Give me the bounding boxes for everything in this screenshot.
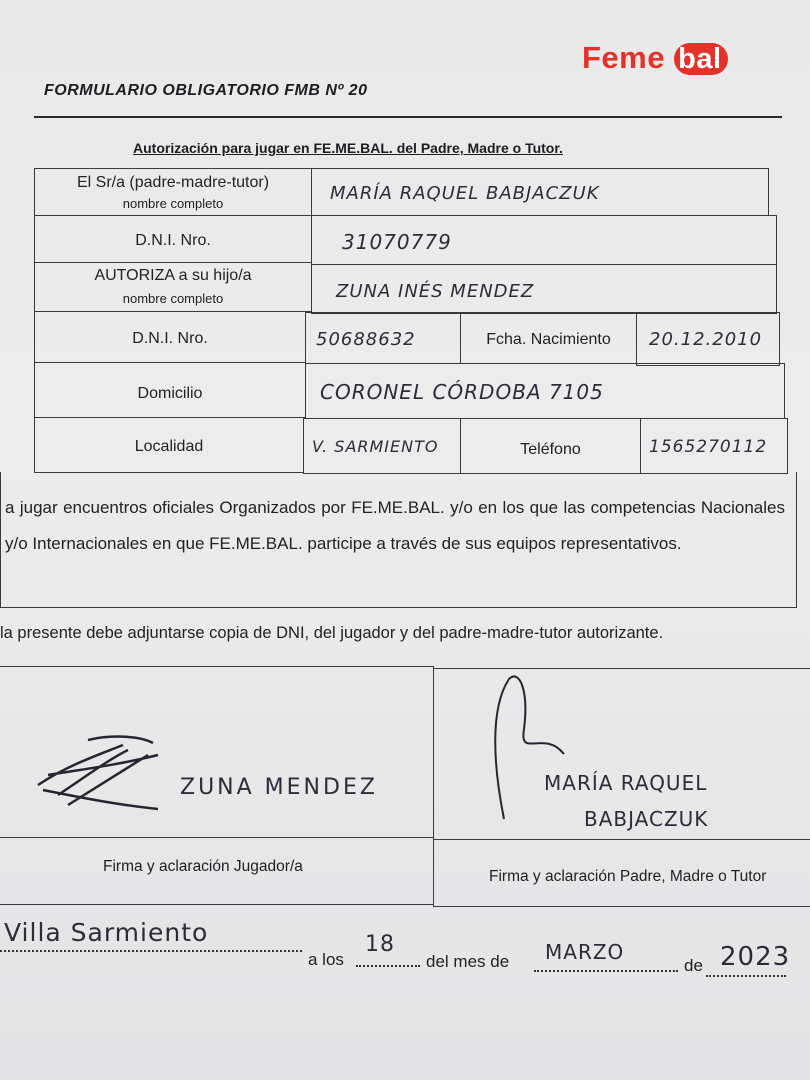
dni-value-cell[interactable] (311, 215, 777, 265)
logo-text: Feme (582, 40, 665, 75)
form-subtitle: Autorización para jugar en FE.ME.BAL. del Padre, Madre o Tutor. (133, 140, 563, 156)
fecha-label: Fcha. Nacimiento (486, 331, 611, 348)
year-dots (706, 975, 786, 977)
dni2-value: 50688632 (316, 329, 416, 350)
day-dots (356, 965, 420, 967)
tutor-label: El Sr/a (padre-madre-tutor) (76, 174, 270, 191)
localidad-value: V. SARMIENTO (312, 437, 439, 456)
hijo-value-cell[interactable] (311, 264, 777, 314)
telefono-label-cell (460, 418, 641, 474)
place-value: Villa Sarmiento (4, 918, 209, 947)
tutor-label-cell (34, 168, 312, 216)
domicilio-value: CORONEL CÓRDOBA 7105 (320, 380, 604, 404)
autoriza-label: AUTORIZA a su hijo/a (94, 267, 252, 284)
dni-label: D.N.I. Nro. (135, 232, 211, 249)
tutor-value-cell[interactable] (311, 168, 769, 216)
dni-value: 31070779 (342, 230, 452, 254)
del-mes-label: del mes de (426, 952, 510, 971)
telefono-label: Teléfono (520, 441, 581, 458)
player-aclaracion: ZUNA MENDEZ (180, 775, 378, 800)
telefono-value: 1565270112 (649, 437, 768, 457)
autoriza-sublabel: nombre completo (122, 291, 224, 306)
localidad-value-cell[interactable] (303, 418, 461, 474)
hijo-name-value: ZUNA INÉS MENDEZ (336, 281, 535, 302)
tutor-sublabel: nombre completo (122, 196, 224, 211)
month-dots (534, 970, 678, 972)
header-divider (34, 116, 782, 118)
dni2-label: D.N.I. Nro. (132, 330, 208, 347)
a-los-label: a los (308, 950, 344, 969)
authorization-paragraph: a jugar encuentros oficiales Organizados por FE.ME.BAL. y/o en los que las competencias Nacionales y/o Internacionales en que FE.ME.BAL. participe a través de sus equipos representativos. (5, 498, 785, 553)
autoriza-label-cell (34, 262, 312, 312)
domicilio-label: Domicilio (137, 385, 203, 402)
telefono-value-cell[interactable] (640, 418, 788, 474)
tutor-name-value: MARÍA RAQUEL BABJACZUK (330, 183, 600, 204)
tutor-caption-cell (433, 839, 810, 907)
player-signature-cell[interactable] (0, 666, 434, 838)
place-dots (0, 950, 302, 952)
form-title: FORMULARIO OBLIGATORIO FMB Nº 20 (44, 82, 368, 99)
fecha-value: 20.12.2010 (649, 329, 763, 350)
domicilio-label-cell (34, 362, 306, 418)
dni-label-cell (34, 215, 312, 263)
tutor-aclaracion-line2: BABJACZUK (584, 807, 709, 831)
tutor-signature-scribble (474, 669, 594, 839)
fecha-value-cell[interactable] (636, 312, 780, 366)
fecha-label-cell (460, 312, 637, 364)
de-label: de (684, 956, 703, 975)
tutor-caption: Firma y aclaración Padre, Madre o Tutor (489, 868, 767, 885)
dni-note: la presente debe adjuntarse copia de DNI, del jugador y del padre-madre-tutor autorizante. (0, 624, 664, 642)
tutor-signature-cell[interactable] (433, 668, 810, 840)
day-value: 18 (365, 932, 395, 957)
localidad-label: Localidad (134, 438, 204, 455)
player-caption: Firma y aclaración Jugador/a (103, 858, 303, 875)
domicilio-value-cell[interactable] (305, 363, 785, 419)
year-value: 2023 (720, 942, 791, 972)
localidad-label-cell (34, 417, 304, 473)
femebal-logo (582, 40, 728, 76)
month-value: MARZO (545, 940, 625, 964)
dni2-label-cell (34, 311, 306, 363)
logo-pill: bal (674, 43, 727, 75)
player-caption-cell (0, 837, 434, 905)
dni2-value-cell[interactable] (305, 312, 461, 364)
tutor-aclaracion-line1: MARÍA RAQUEL (544, 771, 708, 795)
player-signature-scribble (28, 725, 178, 815)
